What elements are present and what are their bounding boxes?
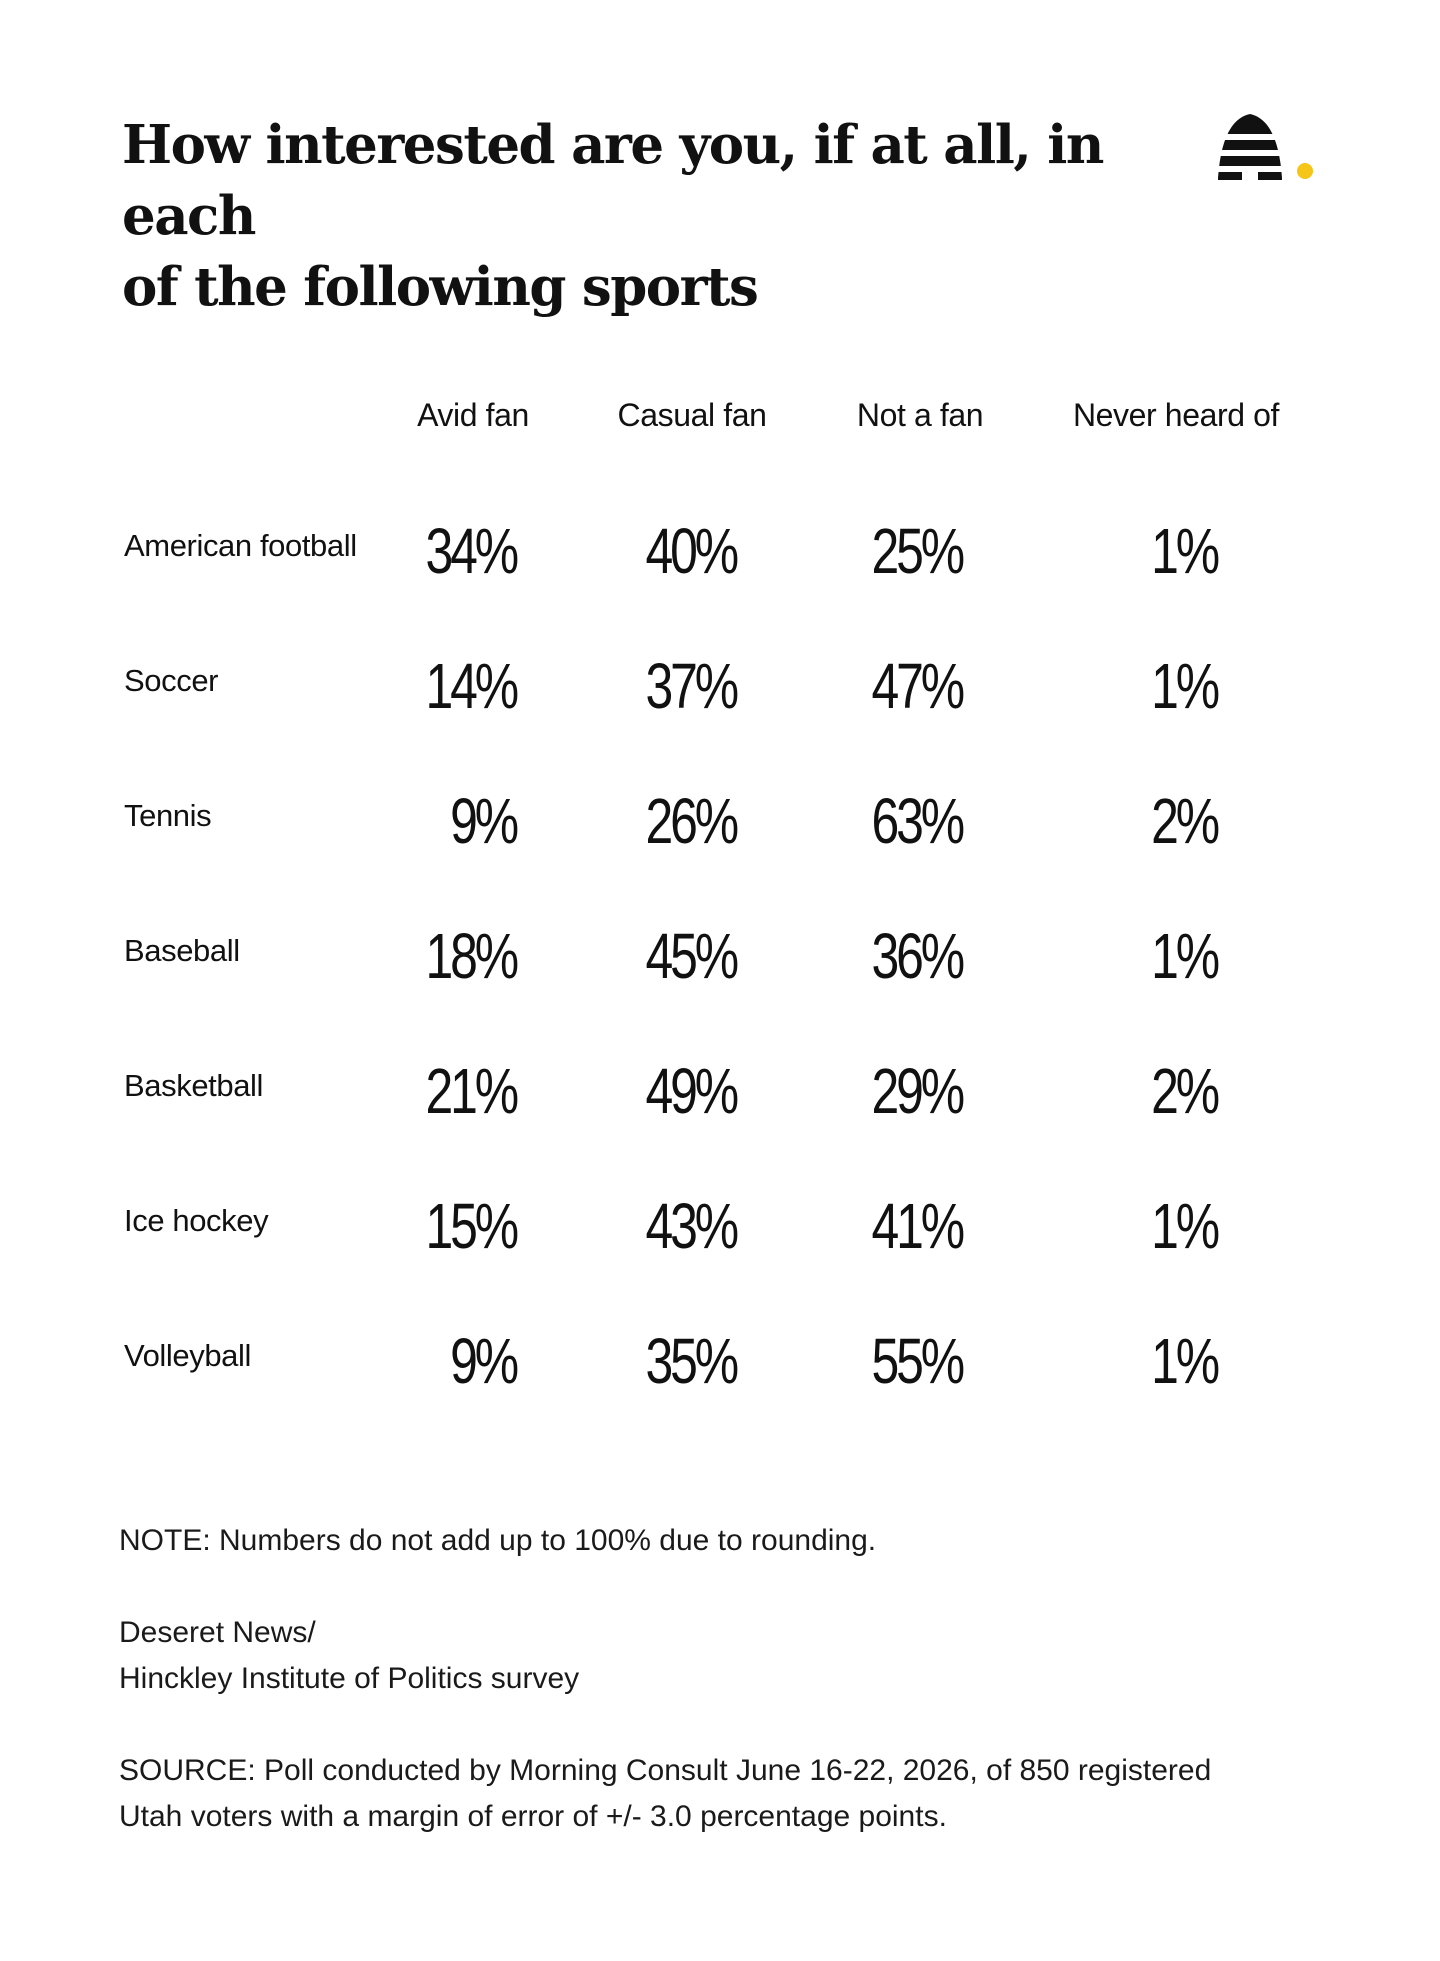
chart-title-line-1: How interested are you, if at all, in each [122,114,1103,247]
beehive-stripe-2 [1212,150,1292,156]
table-cell-value: 45% [645,920,736,992]
column-header: Casual fan [617,397,767,433]
table-cell-value: 9% [450,785,516,857]
chart-title [122,110,1132,323]
table-cell-value: 21% [425,1055,516,1127]
column-header: Never heard of [1072,397,1280,433]
row-label: Baseball [124,933,240,968]
row-label: Basketball [124,1068,264,1103]
beehive-dot [1297,163,1313,179]
table-cell-value: 26% [645,785,736,857]
table-cell-value: 55% [871,1325,962,1397]
table-cell-value: 49% [645,1055,736,1127]
table-cell-value: 25% [871,515,962,587]
beehive-stripe-1 [1212,134,1292,140]
survey-credit [119,1610,1359,1702]
table-cell-value: 40% [645,515,736,587]
table-cell-value: 1% [1151,1190,1217,1262]
source-note-line-2: Utah voters with a margin of error of +/- 3.0 percentage points. [119,1800,947,1833]
table-cell-value: 36% [871,920,962,992]
source-note-line-1: SOURCE: Poll conducted by Morning Consult June 16-22, 2026, of 850 registered [119,1754,1212,1787]
table-cell-value: 29% [871,1055,962,1127]
table-cell-value: 14% [425,650,516,722]
source-note [119,1748,1359,1840]
table-cell-value: 1% [1151,920,1217,992]
row-label: Tennis [124,798,212,833]
table-cell-value: 2% [1151,785,1217,857]
table-cell-value: 37% [645,650,736,722]
table-cell-value: 9% [450,1325,516,1397]
column-header: Avid fan [417,397,529,433]
table-cell-value: 63% [871,785,962,857]
table-cell-value: 35% [645,1325,736,1397]
rounding-note-text: NOTE: Numbers do not add up to 100% due to rounding. [119,1524,877,1557]
table-cell-value: 47% [871,650,962,722]
table-cell-value: 1% [1151,515,1217,587]
table-cell-value: 2% [1151,1055,1217,1127]
row-label: Soccer [124,663,219,698]
table-cell-value: 41% [871,1190,962,1262]
table-cell-value: 43% [645,1190,736,1262]
column-header: Not a fan [856,397,984,433]
table-cell-value: 15% [425,1190,516,1262]
row-label: American football [124,528,357,563]
beehive-icon [1212,112,1320,188]
chart-title-line-2: of the following sports [122,256,758,318]
survey-credit-line-2: Hinckley Institute of Politics survey [119,1662,580,1695]
table-cell-value: 1% [1151,650,1217,722]
table-cell-value: 18% [425,920,516,992]
table-cell-value: 34% [425,515,516,587]
survey-credit-line-1: Deseret News/ [119,1616,316,1649]
table-cell-value: 1% [1151,1325,1217,1397]
row-label: Volleyball [124,1338,251,1373]
row-label: Ice hockey [124,1203,269,1238]
rounding-note [119,1518,1359,1564]
